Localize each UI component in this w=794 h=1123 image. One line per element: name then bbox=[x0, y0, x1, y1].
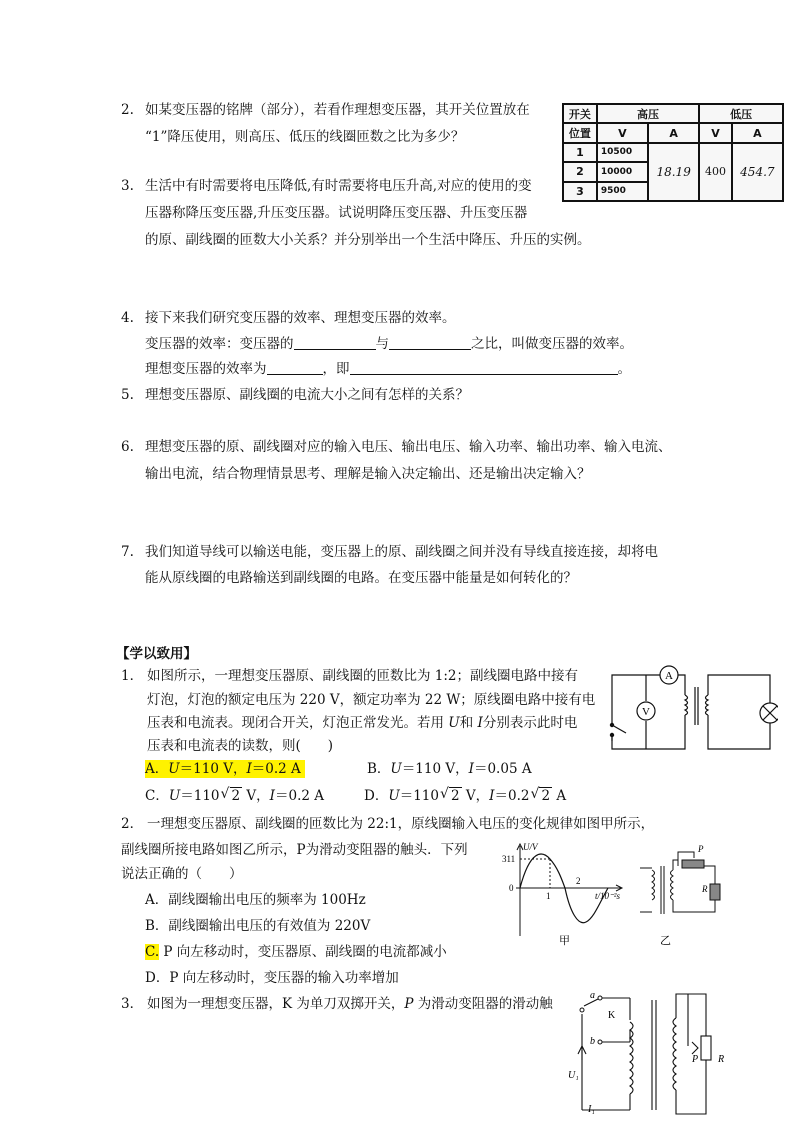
ex2-option-c-text: P 向左移动时，变压器原、副线圈的电流都减小 bbox=[159, 944, 447, 960]
section-title: 【学以致用】 bbox=[116, 646, 197, 662]
ex1-option-b[interactable] bbox=[367, 760, 532, 778]
plate-hv-1: 10500 bbox=[597, 143, 648, 162]
ex1-line3-text: 压表和电流表。现闭合开关，灯泡正常发光。若用 bbox=[147, 715, 444, 731]
plate-unit-low-v: V bbox=[699, 123, 731, 142]
ex2-option-c-letter: C. bbox=[145, 944, 160, 960]
ex1-option-c-sqrt: √ 2 bbox=[221, 787, 243, 805]
graph-tick-2: 2 bbox=[576, 876, 581, 886]
rheostat-main bbox=[682, 860, 704, 868]
q4-line3-text-b: ，即 bbox=[322, 361, 350, 377]
ex1-option-d-u: U bbox=[388, 788, 400, 804]
ex3-number: 3． bbox=[121, 996, 144, 1012]
ex1-line3 bbox=[147, 714, 577, 732]
q6-number: 6. bbox=[121, 439, 134, 455]
ex1-option-c-u: U bbox=[168, 788, 181, 804]
ex3-line1-b: 为滑动变阻器的滑动触 bbox=[413, 996, 553, 1012]
ex1-option-d-sqrt2: √ 2 bbox=[530, 787, 552, 805]
ex1-symbol-u: U bbox=[448, 715, 460, 731]
lamp-icon bbox=[760, 703, 778, 723]
q4-line2-text-c: 之比，叫做变压器的效率。 bbox=[471, 336, 633, 352]
q6-line2: 输出电流，结合物理情景思考、理解是输入决定输出、还是输出决定输入？ bbox=[145, 466, 591, 482]
ex1-option-d-i: I bbox=[489, 788, 495, 804]
q5-number: 5. bbox=[121, 387, 134, 403]
terminal-b-label: b bbox=[590, 1036, 595, 1047]
ex1-option-a-eq2: ＝0.2 A bbox=[251, 761, 301, 777]
ex3-line1 bbox=[147, 995, 553, 1013]
ex1-and: 和 bbox=[459, 715, 474, 731]
q2-number: 2. bbox=[121, 102, 134, 118]
resistor-label-r: R bbox=[702, 884, 708, 894]
plate-unit-high-v: V bbox=[597, 123, 648, 142]
q3-line3: 的原、副线圈的匝数大小关系？并分别举出一个生活中降压、升压的实例。 bbox=[145, 232, 591, 248]
ex1-option-c-i: I bbox=[269, 788, 275, 804]
plate-hv-2: 10000 bbox=[597, 162, 648, 181]
plate-unit-low-a: A bbox=[732, 123, 783, 142]
plate-low-current: 454.7 bbox=[732, 143, 783, 201]
transformer-nameplate bbox=[562, 103, 784, 202]
plate-header-position: 位置 bbox=[563, 123, 597, 142]
resistor-r bbox=[710, 884, 720, 900]
plate-header-switch: 开关 bbox=[563, 104, 597, 123]
ex1-option-b-eq2: ＝0.05 A bbox=[473, 761, 532, 777]
q4-line2 bbox=[145, 335, 633, 353]
ex1-option-d-a: A bbox=[556, 788, 567, 804]
ex1-option-b-u: U bbox=[390, 761, 402, 777]
resistor-r-label: R bbox=[718, 1054, 725, 1065]
slider-p-label: P bbox=[692, 1054, 699, 1065]
ex1-option-b-i: I bbox=[468, 761, 474, 777]
ex2-figure bbox=[500, 840, 728, 950]
plate-hv-3: 9500 bbox=[597, 182, 648, 201]
q4-blank-2[interactable] bbox=[389, 335, 471, 350]
ex1-line4: 压表和电流表的读数，则( ) bbox=[147, 738, 334, 754]
q7-line2: 能从原线圈的电路输送到副线圈的电路。在变压器中能量是如何转化的？ bbox=[145, 570, 577, 586]
plate-header-low: 低压 bbox=[699, 104, 783, 123]
plate-high-current: 18.19 bbox=[648, 143, 699, 201]
graph-tick-311: 311 bbox=[502, 854, 516, 864]
ex2-line1: 一理想变压器原、副线圈的匝数比为 22:1，原线圈输入电压的变化规律如图甲所示， bbox=[147, 816, 655, 832]
ex1-line3-tail: 分别表示此时电 bbox=[482, 715, 578, 731]
ex1-option-a[interactable] bbox=[145, 760, 305, 778]
i1-label: I₁ bbox=[588, 1104, 595, 1115]
q4-number: 4. bbox=[121, 310, 134, 326]
q4-line2-text-b: 与 bbox=[375, 336, 389, 352]
ex1-option-a-letter: A． bbox=[145, 761, 169, 777]
q4-line1: 接下来我们研究变压器的效率、理想变压器的效率。 bbox=[145, 310, 456, 326]
ex1-option-a-eq1: ＝110 V， bbox=[179, 761, 247, 777]
slider-label-p: P bbox=[698, 844, 704, 854]
q4-blank-3[interactable] bbox=[267, 360, 323, 375]
q4-blank-4[interactable] bbox=[350, 360, 618, 375]
plate-unit-high-a: A bbox=[648, 123, 699, 142]
ex2-number: 2． bbox=[121, 816, 144, 832]
q2-line2: “1”降压使用，则高压、低压的线圈匝数之比为多少？ bbox=[145, 129, 465, 145]
ex1-option-b-letter: B． bbox=[367, 761, 391, 777]
q6-line1: 理想变压器的原、副线圈对应的输入电压、输出电压、输入功率、输出功率、输入电流、 bbox=[145, 439, 672, 455]
graph-tick-1: 1 bbox=[546, 891, 551, 901]
ex1-option-c-eq1: ＝110 bbox=[180, 788, 220, 804]
ex2-option-d[interactable]: D．P 向左移动时，变压器的输入功率增加 bbox=[145, 970, 399, 986]
voltmeter-label: V bbox=[642, 706, 650, 718]
u1-label: U₁ bbox=[568, 1070, 579, 1081]
plate-header-high: 高压 bbox=[597, 104, 699, 123]
plate-pos-1: 1 bbox=[563, 143, 597, 162]
switch-k-label: K bbox=[608, 1010, 616, 1021]
ex1-option-c-letter: C． bbox=[145, 788, 169, 804]
q4-blank-1[interactable] bbox=[294, 335, 376, 350]
graph-ylabel: U/V bbox=[523, 842, 538, 852]
q3-line1: 生活中有时需要将电压降低,有时需要将电压升高,对应的使用的变 bbox=[145, 178, 532, 194]
q3-line2: 压器称降压变压器,升压变压器。试说明降压变压器、升压变压器 bbox=[145, 205, 528, 221]
plate-pos-3: 3 bbox=[563, 182, 597, 201]
figure-label-jia: 甲 bbox=[559, 935, 570, 947]
ex3-circuit-diagram bbox=[568, 990, 734, 1120]
ex1-number: 1． bbox=[121, 668, 144, 684]
ex1-option-a-i: I bbox=[246, 761, 252, 777]
ex1-option-d-eq2: ＝0.2 bbox=[494, 788, 530, 804]
plate-low-voltage: 400 bbox=[699, 143, 731, 201]
ex1-option-c-v: V， bbox=[246, 788, 270, 804]
ex1-option-b-eq1: ＝110 V， bbox=[401, 761, 469, 777]
q2-line1: 如某变压器的铭牌（部分），若看作理想变压器，其开关位置放在 bbox=[145, 102, 530, 118]
ex1-option-c[interactable] bbox=[145, 787, 324, 805]
ex1-option-d-eq1: ＝110 bbox=[399, 788, 439, 804]
figure-label-yi: 乙 bbox=[660, 935, 671, 947]
graph-xlabel: t/10⁻²s bbox=[595, 891, 620, 901]
ex3-line1-a: 如图为一理想变压器，K 为单刀双掷开关， bbox=[147, 996, 405, 1012]
ex1-circuit-diagram bbox=[600, 663, 778, 755]
ex1-option-d-letter: D． bbox=[364, 788, 389, 804]
q4-line3 bbox=[145, 360, 631, 378]
ex1-option-c-eq2: ＝0.2 A bbox=[275, 788, 325, 804]
q7-number: 7. bbox=[121, 544, 134, 560]
rheostat-icon bbox=[701, 1036, 711, 1060]
ex2-option-b[interactable]: B．副线圈输出电压的有效值为 220V bbox=[145, 918, 371, 934]
plate-pos-2: 2 bbox=[563, 162, 597, 181]
terminal-a-label: a bbox=[590, 990, 595, 1001]
ex3-symbol-p: P bbox=[404, 996, 414, 1012]
q4-line3-text-c: 。 bbox=[617, 361, 631, 377]
q5-line1: 理想变压器原、副线圈的电流大小之间有怎样的关系？ bbox=[145, 387, 469, 403]
ex1-symbol-i: I bbox=[477, 715, 483, 731]
q4-line2-text-a: 变压器的效率：变压器的 bbox=[145, 336, 294, 352]
ex2-option-a[interactable]: A．副线圈输出电压的频率为 100Hz bbox=[145, 892, 366, 908]
ex1-line2: 灯泡，灯泡的额定电压为 220 V，额定功率为 22 W；原线圈电路中接有电 bbox=[147, 692, 596, 708]
ex2-line2: 副线圈所接电路如图乙所示，P为滑动变阻器的触头．下列 bbox=[121, 842, 468, 858]
ex1-option-d-v: V， bbox=[465, 788, 490, 804]
ex2-option-c[interactable] bbox=[145, 943, 447, 961]
ex1-option-d-sqrt: √ 2 bbox=[440, 787, 462, 805]
ammeter-label: A bbox=[665, 670, 673, 682]
q7-line1: 我们知道导线可以输送电能，变压器上的原、副线圈之间并没有导线直接连接，却将电 bbox=[145, 544, 658, 560]
ex1-option-a-u: U bbox=[168, 761, 180, 777]
q4-line3-text-a: 理想变压器的效率为 bbox=[145, 361, 267, 377]
ex1-option-d[interactable] bbox=[364, 787, 566, 805]
graph-tick-0: 0 bbox=[509, 883, 514, 893]
ex2-line3: 说法正确的（ ） bbox=[121, 866, 243, 882]
ex1-line1: 如图所示，一理想变压器原、副线圈的匝数比为 1:2；副线圈电路中接有 bbox=[147, 668, 579, 684]
q3-number: 3. bbox=[121, 178, 134, 194]
